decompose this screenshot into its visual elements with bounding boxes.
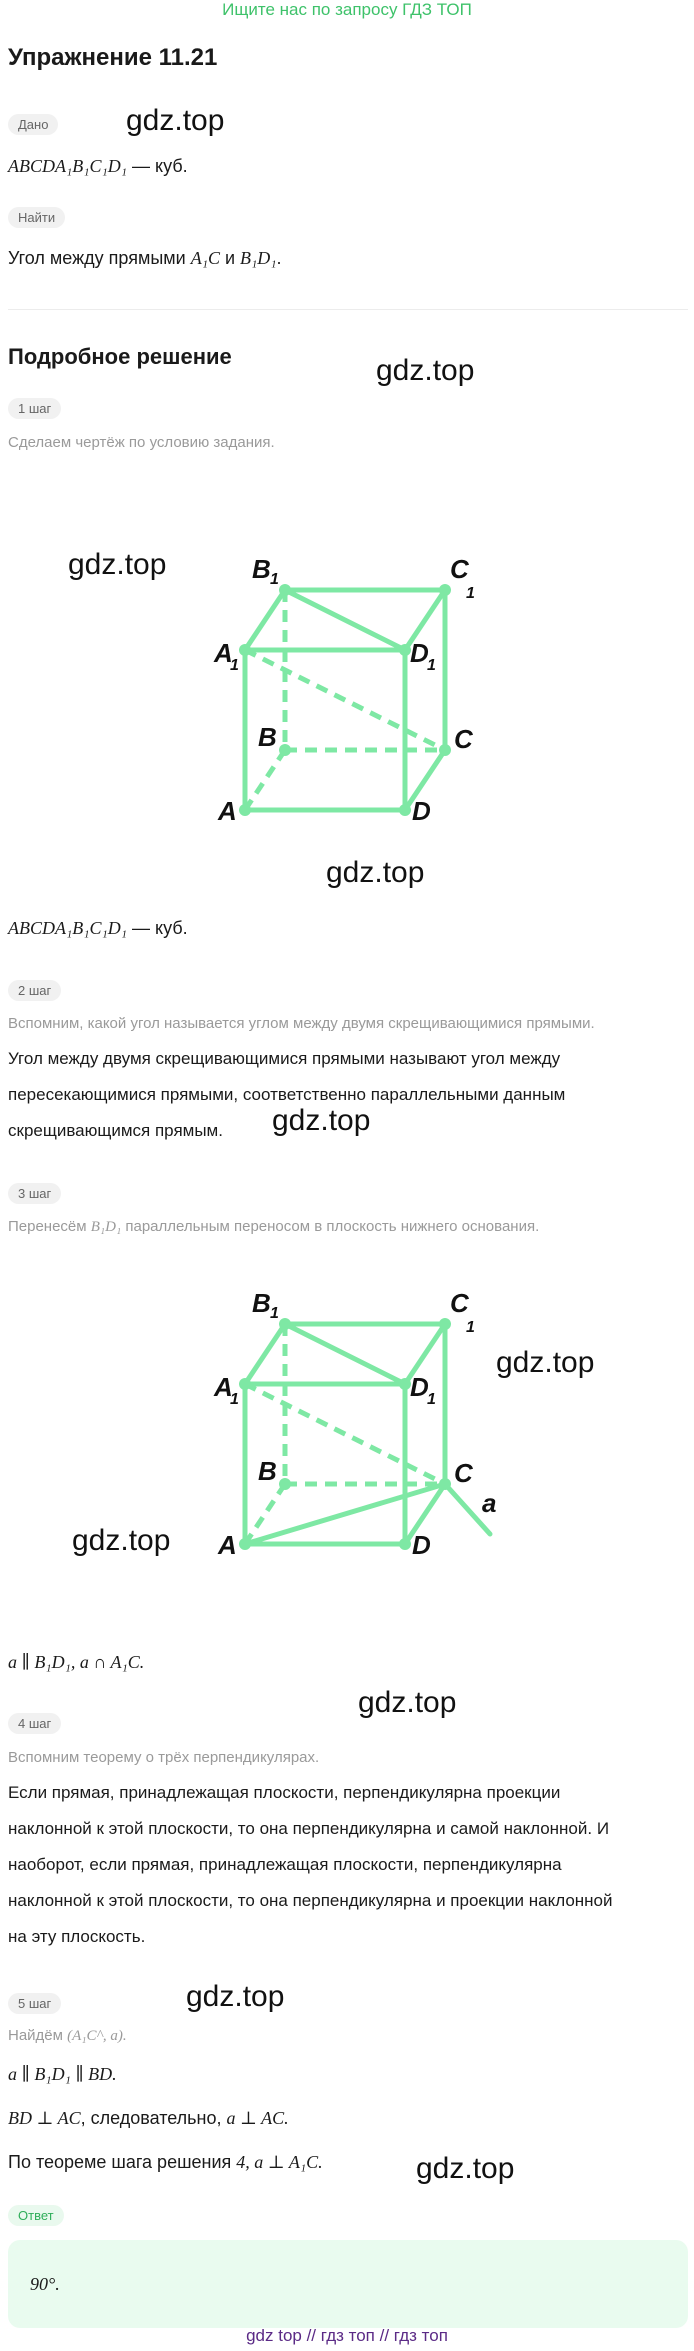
watermark: gdz.top [126, 104, 225, 137]
label-A1-sub: 1 [230, 1391, 239, 1408]
footer-links[interactable]: gdz top // гдз топ // гдз топ [246, 2326, 448, 2345]
label-A1-sub: 1 [230, 657, 239, 674]
step-4-badge: 4 шаг [8, 1713, 61, 1734]
label-A1: A [214, 638, 233, 668]
label-D1: D [410, 638, 429, 668]
watermark: gdz.top [272, 1104, 371, 1137]
watermark: gdz.top [376, 354, 475, 387]
label-C: C [454, 724, 473, 754]
label-D1-sub: 1 [427, 657, 436, 674]
find-badge: Найти [8, 207, 65, 228]
step-3-badge: 3 шаг [8, 1183, 61, 1204]
given-section [8, 114, 58, 135]
exercise-title: Упражнение 11.21 [8, 44, 218, 71]
step-2-hint: Вспомним, какой угол называется углом между двумя скрещивающимися прямыми. [8, 1015, 595, 1032]
step-5-line-1: a ∥ B₁D₁ ∥ BD. [8, 2064, 117, 2084]
answer-value: 90°. [30, 2274, 60, 2294]
label-D: D [412, 1530, 431, 1560]
step-1-badge: 1 шаг [8, 398, 61, 419]
step-2-badge: 2 шаг [8, 980, 61, 1001]
cube-figure-1 [200, 548, 500, 828]
cube-figure-2 [200, 1282, 520, 1572]
label-B1-sub: 1 [270, 1305, 279, 1322]
label-C: C [454, 1458, 473, 1488]
watermark: gdz.top [72, 1524, 171, 1557]
top-banner[interactable]: Ищите нас по запросу ГДЗ ТОП [222, 0, 472, 19]
label-B: B [258, 1456, 277, 1486]
solution-title: Подробное решение [8, 344, 232, 369]
label-D: D [412, 796, 431, 826]
find-section [8, 207, 65, 228]
given-statement: ABCDA₁B₁C₁D₁ — куб. [8, 156, 188, 176]
label-B1: B [252, 1288, 271, 1318]
watermark: gdz.top [416, 2152, 515, 2185]
watermark: gdz.top [326, 856, 425, 889]
step-4-text: Если прямая, принадлежащая плоскости, перпендикулярна проекции наклонной к этой плоскости, то она перпендикулярна и самой наклонной. И наоборот, если прямая, принадлежащая плоскости, перпендикулярна наклонной к этой плоскости, то она перпендикулярна и проекции наклонной на эту плоскость. [8, 1783, 613, 1946]
label-D1: D [410, 1372, 429, 1402]
answer-box [8, 2240, 688, 2328]
label-B1: B [252, 554, 271, 584]
label-C1: C [450, 554, 469, 584]
watermark: gdz.top [496, 1346, 595, 1379]
label-a: a [482, 1488, 497, 1518]
label-B: B [258, 722, 277, 752]
watermark: gdz.top [186, 1980, 285, 2013]
find-statement: Угол между прямыми A₁C и B₁D₁. [8, 248, 282, 268]
step-2-text: Угол между двумя скрещивающимися прямыми называют угол между пересекающимися прямыми, соответственно параллельными данным скрещивающимся прямым. [8, 1049, 566, 1140]
watermark: gdz.top [68, 548, 167, 581]
answer-badge: Ответ [8, 2205, 64, 2226]
step-5-line-2: BD ⊥ AC, следовательно, a ⊥ AC. [8, 2108, 289, 2128]
label-A: A [218, 796, 237, 826]
step-3-result: a ∥ B₁D₁, a ∩ A₁C. [8, 1652, 145, 1672]
label-A: A [218, 1530, 237, 1560]
step-1-hint: Сделаем чертёж по условию задания. [8, 434, 275, 451]
label-B1-sub: 1 [270, 571, 279, 588]
label-C1-sub: 1 [466, 585, 475, 602]
step-5-hint: Найдём (A₁C^, a). [8, 2027, 127, 2044]
watermark: gdz.top [358, 1686, 457, 1719]
label-D1-sub: 1 [427, 1391, 436, 1408]
divider [8, 309, 688, 310]
label-A1: A [214, 1372, 233, 1402]
cube-statement: ABCDA₁B₁C₁D₁ — куб. [8, 918, 188, 938]
label-C1-sub: 1 [466, 1319, 475, 1336]
step-5-line-3: По теореме шага решения 4, a ⊥ A₁C. [8, 2152, 323, 2172]
step-4-hint: Вспомним теорему о трёх перпендикулярах. [8, 1749, 320, 1766]
step-5-badge: 5 шаг [8, 1993, 61, 2014]
given-badge: Дано [8, 114, 58, 135]
label-C1: C [450, 1288, 469, 1318]
step-3-hint: Перенесём B₁D₁ параллельным переносом в плоскость нижнего основания. [8, 1218, 540, 1235]
